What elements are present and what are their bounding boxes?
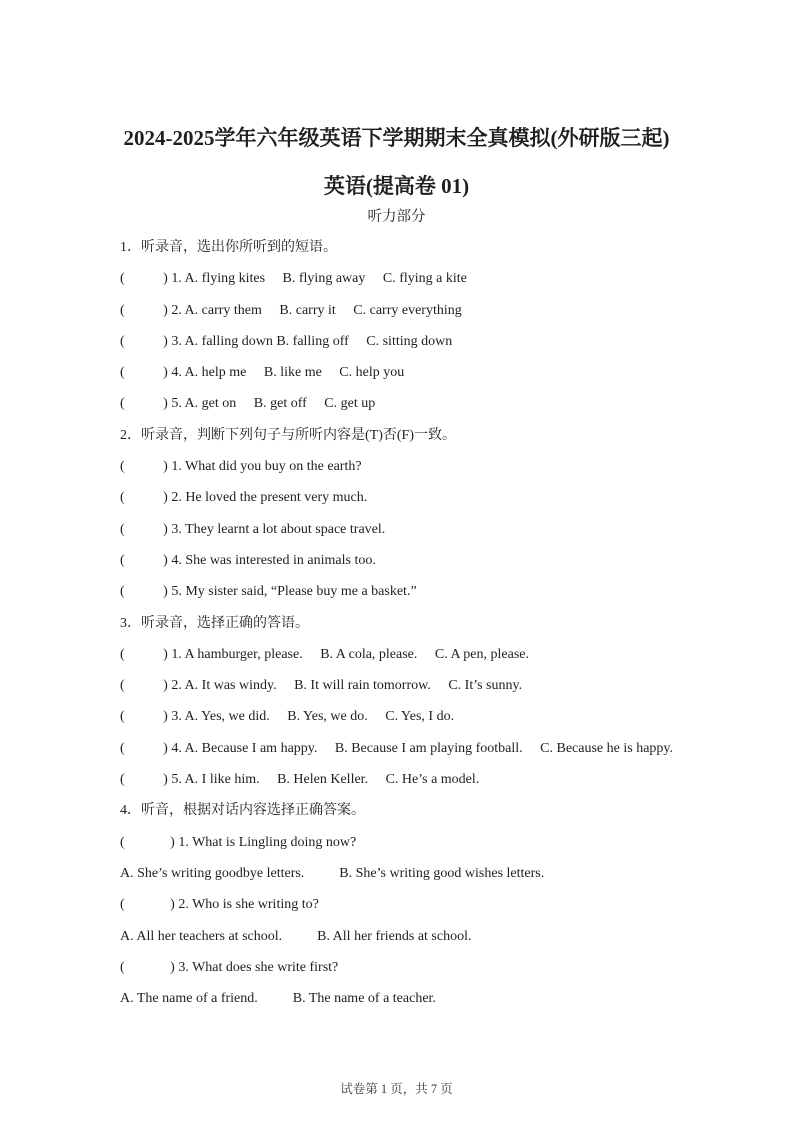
- section-2-question-5: ( ) 5. My sister said, “Please buy me a basket.”: [120, 584, 417, 600]
- section-2-question-4: ( ) 4. She was interested in animals too.: [120, 552, 376, 568]
- section-2-question-1: ( ) 1. What did you buy on the earth?: [120, 459, 362, 475]
- section-1-question-4: ( ) 4. A. help me B. like me C. help you: [120, 365, 405, 381]
- section-3-question-5: ( ) 5. A. I like him. B. Helen Keller. C. He’s a model.: [120, 772, 480, 788]
- page-footer: 试卷第 1 页，共 7 页: [340, 1082, 453, 1096]
- section-1-heading: 1．听录音，选出你所听到的短语。: [120, 240, 337, 255]
- section-4-answers-3: A. The name of a friend. B. The name of a teacher.: [120, 991, 436, 1007]
- section-1-question-2: ( ) 2. A. carry them B. carry it C. carry everything: [120, 302, 462, 318]
- section-2-question-2: ( ) 2. He loved the present very much.: [120, 490, 368, 506]
- section-4-question-3: ( ) 3. What does she write first?: [120, 959, 339, 975]
- section-1-question-5: ( ) 5. A. get on B. get off C. get up: [120, 396, 376, 412]
- section-4-answers-1: A. She’s writing goodbye letters. B. She’s writing good wishes letters.: [120, 865, 545, 881]
- section-2-heading: 2．听录音，判断下列句子与所听内容是(T)否(F)一致。: [120, 427, 456, 443]
- section-3-question-1: ( ) 1. A hamburger, please. B. A cola, please. C. A pen, please.: [120, 646, 529, 662]
- section-2-question-3: ( ) 3. They learnt a lot about space travel.: [120, 521, 386, 537]
- section-4-answers-2: A. All her teachers at school. B. All her friends at school.: [120, 928, 472, 944]
- section-3-question-4: ( ) 4. A. Because I am happy. B. Because I am playing football. C. Because he is happy.: [120, 740, 673, 756]
- paper-body: [120, 232, 763, 1014]
- section-1-question-3: ( ) 3. A. falling down B. falling off C. sitting down: [120, 333, 453, 349]
- paper-title-line2: 英语(提高卷 01): [323, 174, 470, 198]
- section-3-question-3: ( ) 3. A. Yes, we did. B. Yes, we do. C. Yes, I do.: [120, 709, 455, 725]
- section-3-heading: 3．听录音，选择正确的答语。: [120, 615, 309, 631]
- paper-title-line1: 2024-2025学年六年级英语下学期期末全真模拟(外研版三起): [123, 126, 670, 150]
- section-1-question-1: ( ) 1. A. flying kites B. flying away C. flying a kite: [120, 271, 467, 287]
- section-4-question-2: ( ) 2. Who is she writing to?: [120, 897, 319, 913]
- section-4-heading: 4．听音，根据对话内容选择正确答案。: [120, 803, 365, 819]
- section-4-question-1: ( ) 1. What is Lingling doing now?: [120, 834, 357, 850]
- section-3-question-2: ( ) 2. A. It was windy. B. It will rain tomorrow. C. It’s sunny.: [120, 678, 523, 694]
- listening-part-heading: 听力部分: [367, 209, 426, 225]
